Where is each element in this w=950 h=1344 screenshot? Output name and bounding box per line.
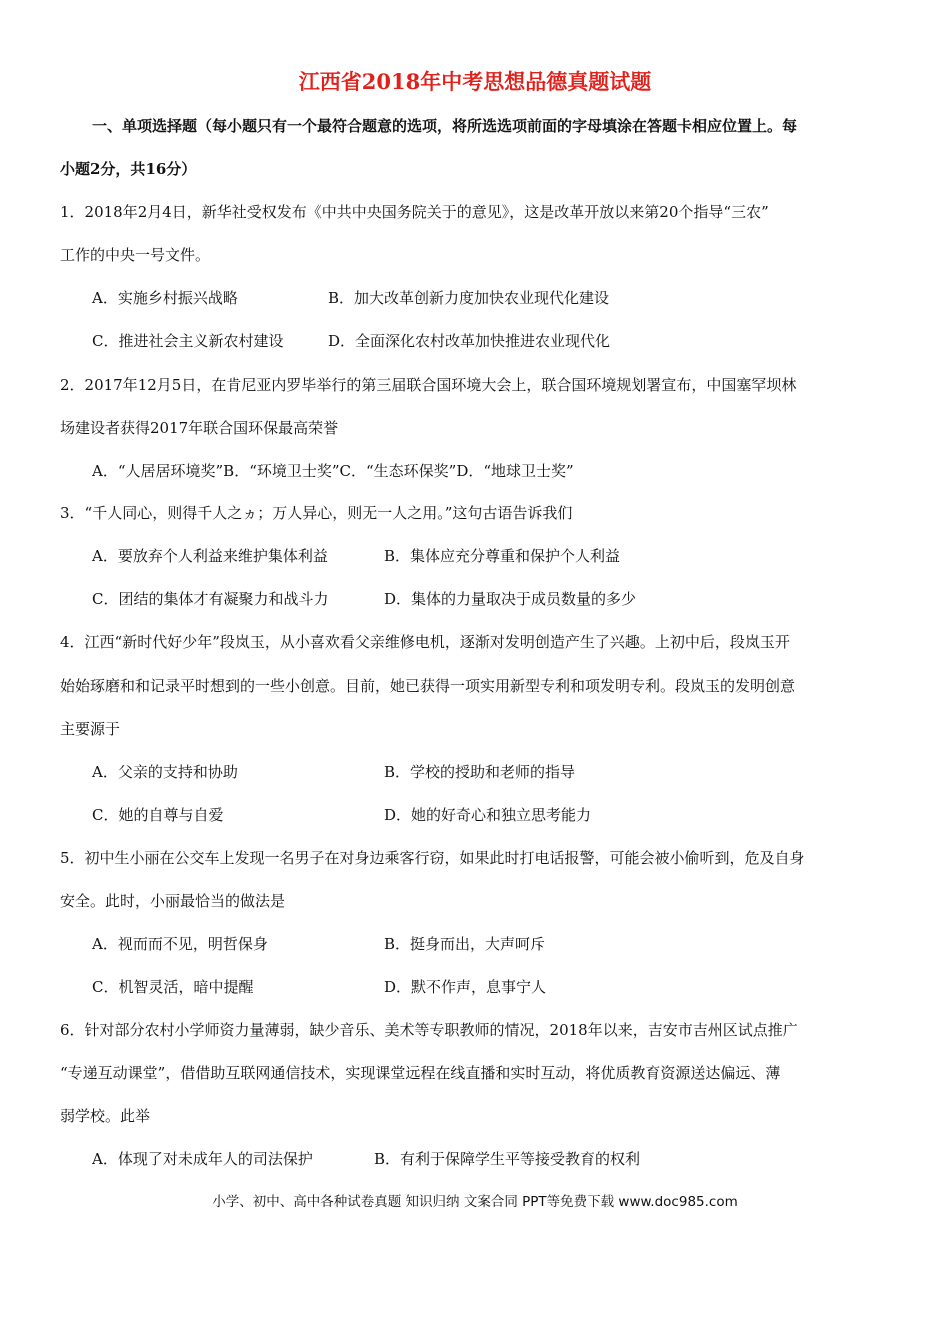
question-6-line2: “专递互动课堂”，借借助互联网通信技术，实现课堂远程在线直播和实时互动，将优质教育资源送达偏远、薄 — [60, 1064, 781, 1082]
section-heading-line1: 一、单项选择题（每小题只有一个最符合题意的选项，将所选选项前面的字母填涂在答题卡相应位置上。每 — [92, 117, 798, 135]
question-2-line2: 场建设者获得2017年联合国环保最高荣誉 — [60, 419, 339, 437]
question-3-line1: 3．“千人同心，则得千人之ヵ；万人异心，则无一人之用。”这句古语告诉我们 — [60, 504, 573, 522]
question-5-option-d: D．默不作声，息事宁人 — [384, 978, 547, 996]
question-5-option-c: C．机智灵活，暗中提醒 — [92, 978, 254, 996]
question-5-option-b: B．挺身而出，大声呵斥 — [384, 935, 546, 953]
question-3-option-b: B．集体应充分尊重和保护个人利益 — [384, 547, 621, 565]
question-4-line3: 主要源于 — [60, 720, 121, 738]
section-heading-line2: 小题2分，共16分） — [60, 160, 197, 178]
question-6-line3: 弱学校。此举 — [60, 1107, 151, 1125]
question-1-option-c: C．推进社会主义新农村建设 — [92, 332, 284, 350]
question-6-line1: 6．针对部分农村小学师资力量薄弱，缺少音乐、美术等专职教师的情况，2018年以来，吉安市吉州区试点推广 — [60, 1021, 798, 1039]
page-footer: 小学、初中、高中各种试卷真题 知识归纳 文案合同 PPT等免费下载 www.doc985.com — [212, 1194, 738, 1210]
question-4-option-c: C．她的自尊与自爱 — [92, 806, 224, 824]
question-5-line2: 安全。此时，小丽最恰当的做法是 — [60, 892, 286, 910]
question-6-option-b: B．有利于保障学生平等接受教育的权利 — [374, 1150, 641, 1168]
question-3-option-d: D．集体的力量取决于成员数量的多少 — [384, 590, 637, 608]
question-1-option-b: B．加大改革创新力度加快农业现代化建设 — [328, 289, 610, 307]
question-3-option-a: A．要放弃个人利益来维护集体利益 — [92, 547, 328, 565]
question-2-options: A．“人居居环境奖”B．“环境卫士奖”C．“生态环保奖”D．“地球卫士奖” — [92, 462, 574, 480]
question-4-option-d: D．她的好奇心和独立思考能力 — [384, 806, 592, 824]
question-5-option-a: A．视而而不见，明哲保身 — [92, 935, 268, 953]
question-1-line2: 工作的中央一号文件。 — [60, 246, 211, 264]
question-4-option-b: B．学校的授助和老师的指导 — [384, 763, 576, 781]
question-4-line2: 始始琢磨和和记录平时想到的一些小创意。目前，她已获得一项实用新型专利和项发明专利。段岚玉的发明创意 — [60, 677, 796, 695]
question-5-line1: 5．初中生小丽在公交车上发现一名男子在对身边乘客行窃，如果此时打电话报警，可能会被小偷听到，危及自身 — [60, 849, 805, 867]
question-2-line1: 2．2017年12月5日，在肯尼亚内罗毕举行的第三届联合国环境大会上，联合国环境规划署宣布，中国塞罕坝林 — [60, 376, 797, 394]
question-4-option-a: A．父亲的支持和协助 — [92, 763, 238, 781]
question-1-option-a: A．实施乡村振兴战略 — [92, 289, 238, 307]
question-1-option-d: D．全面深化农村改革加快推进农业现代化 — [328, 332, 611, 350]
page-title: 江西省2018年中考思想品德真题试题 — [298, 69, 652, 94]
question-6-option-a: A．体现了对未成年人的司法保护 — [92, 1150, 313, 1168]
question-1-line1: 1．2018年2月4日，新华社受权发布《中共中央国务院关于的意见》，这是改革开放以来第20个指导“三农” — [60, 203, 769, 221]
question-3-option-c: C．团结的集体才有凝聚力和战斗力 — [92, 590, 329, 608]
question-4-line1: 4．江西“新时代好少年”段岚玉，从小喜欢看父亲维修电机，逐渐对发明创造产生了兴趣。上初中后，段岚玉开 — [60, 633, 790, 651]
